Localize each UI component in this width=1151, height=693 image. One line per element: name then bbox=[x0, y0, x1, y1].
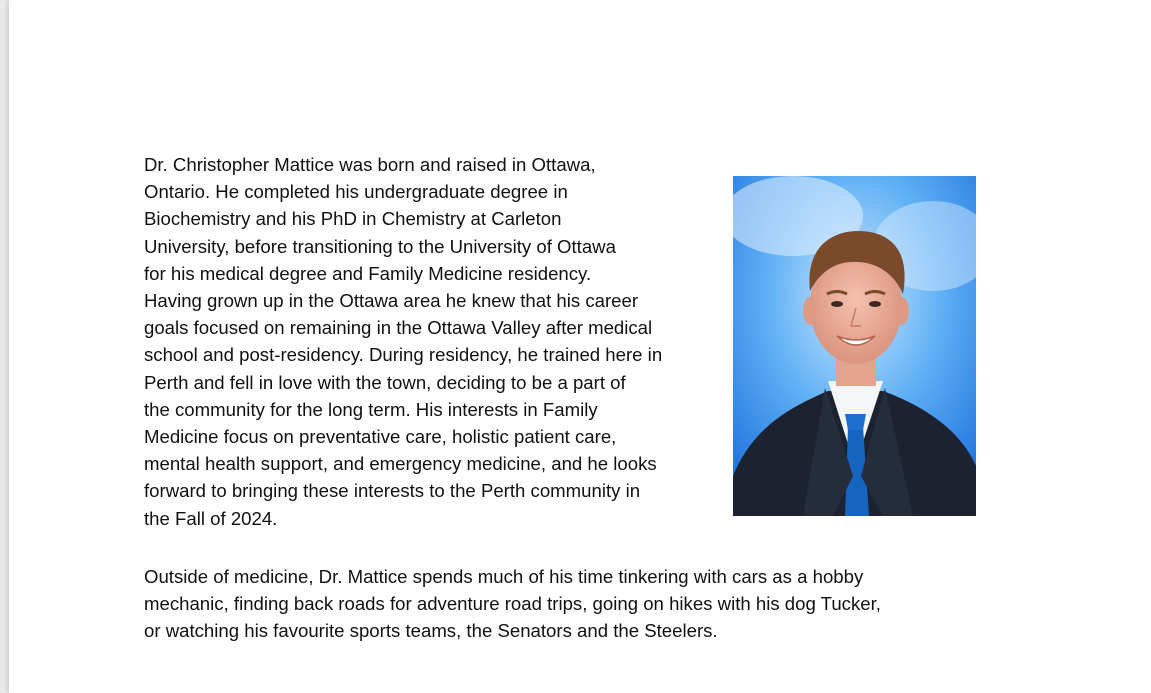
document-page bbox=[9, 0, 1151, 693]
hobbies-paragraph: Outside of medicine, Dr. Mattice spends much of his time tinkering with cars as a hobby mechanic, finding back roads for adventure road trips, going on hikes with his dog Tucker, or watching his favourite sports teams, the Senators and the Steelers. bbox=[144, 566, 881, 642]
bio-paragraph: Dr. Christopher Mattice was born and raised in Ottawa, Ontario. He completed his undergraduate degree in Biochemistry and his PhD in Chemistry at Carleton University, before transitioning to the University of Ottawa for his medical degree and Family Medicine residency. Having grown up in the Ottawa area he knew that his career goals focused on remaining in the Ottawa Valley after medical school and post-residency. During residency, he trained here in Perth and fell in love with the town, deciding to be a part of the community for the long term. His interests in Family Medicine focus on preventative care, holistic patient care, mental health support, and emergency medicine, and he looks forward to bringing these interests to the Perth community in the Fall of 2024. bbox=[144, 154, 663, 529]
portrait-photo bbox=[733, 176, 976, 516]
